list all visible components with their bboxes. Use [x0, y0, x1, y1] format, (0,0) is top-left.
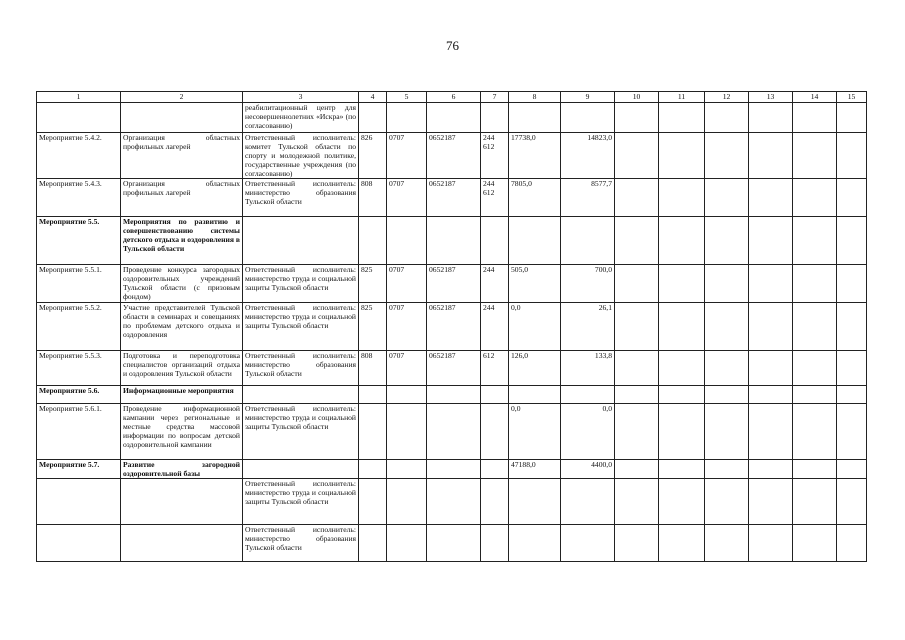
section-code-cell: [387, 460, 427, 479]
expense-type-cell: 244: [481, 265, 509, 303]
amount-cell-8: [509, 386, 561, 404]
empty-cell-14: [793, 179, 837, 217]
empty-cell-13: [749, 479, 793, 525]
section-code-cell: [387, 525, 427, 562]
empty-cell-10: [615, 217, 659, 265]
empty-cell-11: [659, 217, 705, 265]
empty-cell-13: [749, 217, 793, 265]
section-code-cell: 0707: [387, 265, 427, 303]
executor-cell: Ответственный исполнитель: министерство образования Тульской области: [243, 351, 359, 386]
empty-cell-15: [837, 386, 867, 404]
empty-cell-10: [615, 386, 659, 404]
amount-cell-8: 17738,0: [509, 133, 561, 179]
empty-cell-11: [659, 386, 705, 404]
measure-name-cell: Мероприятия по развитию и совершенствованию системы детского отдыха и оздоровления в Тульской области: [121, 217, 243, 265]
expense-type-cell: [481, 217, 509, 265]
grbs-code-cell: 826: [359, 133, 387, 179]
amount-cell-9: 26,1: [561, 303, 615, 351]
empty-cell-12: [705, 303, 749, 351]
table-row: [37, 404, 867, 460]
col-header-5: 5: [387, 92, 427, 103]
grbs-code-cell: 825: [359, 265, 387, 303]
col-header-9: 9: [561, 92, 615, 103]
executor-cell: Ответственный исполнитель: министерство образования Тульской области: [243, 525, 359, 562]
empty-cell-15: [837, 265, 867, 303]
measure-name-cell: Проведение информационной кампании через региональные и местные средства массовой информации по вопросам детской оздоровительной кампании: [121, 404, 243, 460]
grbs-code-cell: [359, 103, 387, 133]
empty-cell-15: [837, 103, 867, 133]
table-row: [37, 179, 867, 217]
target-article-cell: 0652187: [427, 351, 481, 386]
amount-cell-8: 0,0: [509, 303, 561, 351]
grbs-code-cell: [359, 525, 387, 562]
col-header-2: 2: [121, 92, 243, 103]
measure-number-cell: Мероприятие 5.5.3.: [37, 351, 121, 386]
col-header-11: 11: [659, 92, 705, 103]
executor-cell: Ответственный исполнитель: министерство труда и социальной защиты Тульской области: [243, 479, 359, 525]
section-code-cell: 0707: [387, 179, 427, 217]
empty-cell-14: [793, 404, 837, 460]
empty-cell-15: [837, 303, 867, 351]
empty-cell-15: [837, 351, 867, 386]
table-row: [37, 265, 867, 303]
empty-cell-11: [659, 179, 705, 217]
expense-type-cell: 244 612: [481, 133, 509, 179]
executor-cell: Ответственный исполнитель: комитет Тульской области по спорту и молодежной политике, государственные учреждения (по согласованию): [243, 133, 359, 179]
empty-cell-12: [705, 179, 749, 217]
table-row: [37, 303, 867, 351]
measure-number-cell: Мероприятие 5.4.3.: [37, 179, 121, 217]
measure-name-cell: Подготовка и переподготовка специалистов организаций отдыха и оздоровления Тульской области: [121, 351, 243, 386]
measure-number-cell: Мероприятие 5.5.2.: [37, 303, 121, 351]
empty-cell-12: [705, 460, 749, 479]
target-article-cell: 0652187: [427, 265, 481, 303]
section-code-cell: 0707: [387, 133, 427, 179]
measure-name-cell: [121, 103, 243, 133]
amount-cell-8: 0,0: [509, 404, 561, 460]
amount-cell-9: 4400,0: [561, 460, 615, 479]
amount-cell-8: [509, 525, 561, 562]
target-article-cell: [427, 460, 481, 479]
amount-cell-9: [561, 386, 615, 404]
executor-cell: реабилитационный центр для несовершеннолетних «Искра» (по согласованию): [243, 103, 359, 133]
measure-number-cell: Мероприятие 5.5.: [37, 217, 121, 265]
expense-type-cell: [481, 479, 509, 525]
empty-cell-10: [615, 103, 659, 133]
section-code-cell: [387, 103, 427, 133]
empty-cell-13: [749, 386, 793, 404]
col-header-1: 1: [37, 92, 121, 103]
executor-cell: Ответственный исполнитель: министерство труда и социальной защиты Тульской области: [243, 265, 359, 303]
empty-cell-11: [659, 351, 705, 386]
empty-cell-14: [793, 303, 837, 351]
executor-cell: [243, 460, 359, 479]
measure-number-cell: Мероприятие 5.6.1.: [37, 404, 121, 460]
empty-cell-12: [705, 265, 749, 303]
empty-cell-13: [749, 265, 793, 303]
col-header-8: 8: [509, 92, 561, 103]
table-row: [37, 479, 867, 525]
empty-cell-12: [705, 103, 749, 133]
executor-cell: [243, 386, 359, 404]
measure-name-cell: Участие представителей Тульской области в семинарах и совещаниях по проблемам детского отдыха и оздоровления: [121, 303, 243, 351]
section-code-cell: [387, 404, 427, 460]
amount-cell-9: 8577,7: [561, 179, 615, 217]
expense-type-cell: 244 612: [481, 179, 509, 217]
amount-cell-9: [561, 217, 615, 265]
amount-cell-8: [509, 217, 561, 265]
empty-cell-15: [837, 525, 867, 562]
col-header-3: 3: [243, 92, 359, 103]
col-header-6: 6: [427, 92, 481, 103]
target-article-cell: 0652187: [427, 133, 481, 179]
empty-cell-11: [659, 103, 705, 133]
col-header-4: 4: [359, 92, 387, 103]
empty-cell-12: [705, 133, 749, 179]
empty-cell-15: [837, 179, 867, 217]
section-code-cell: [387, 479, 427, 525]
empty-cell-11: [659, 525, 705, 562]
grbs-code-cell: 808: [359, 351, 387, 386]
empty-cell-13: [749, 103, 793, 133]
empty-cell-12: [705, 386, 749, 404]
empty-cell-14: [793, 479, 837, 525]
table-row: [37, 133, 867, 179]
empty-cell-13: [749, 525, 793, 562]
amount-cell-9: 0,0: [561, 404, 615, 460]
amount-cell-8: 126,0: [509, 351, 561, 386]
empty-cell-13: [749, 179, 793, 217]
empty-cell-10: [615, 460, 659, 479]
table-row: [37, 217, 867, 265]
table-row: [37, 386, 867, 404]
section-code-cell: [387, 217, 427, 265]
section-code-cell: 0707: [387, 303, 427, 351]
empty-cell-12: [705, 404, 749, 460]
col-header-12: 12: [705, 92, 749, 103]
expense-type-cell: [481, 386, 509, 404]
target-article-cell: [427, 404, 481, 460]
empty-cell-11: [659, 133, 705, 179]
measure-number-cell: [37, 103, 121, 133]
measure-name-cell: Организация областных профильных лагерей: [121, 133, 243, 179]
measure-name-cell: [121, 525, 243, 562]
amount-cell-9: 700,0: [561, 265, 615, 303]
empty-cell-13: [749, 133, 793, 179]
target-article-cell: [427, 103, 481, 133]
target-article-cell: [427, 217, 481, 265]
table-row: [37, 460, 867, 479]
empty-cell-12: [705, 525, 749, 562]
measure-name-cell: Организация областных профильных лагерей: [121, 179, 243, 217]
col-header-13: 13: [749, 92, 793, 103]
amount-cell-8: 505,0: [509, 265, 561, 303]
grbs-code-cell: 808: [359, 179, 387, 217]
empty-cell-14: [793, 103, 837, 133]
program-table: [36, 91, 867, 562]
empty-cell-11: [659, 303, 705, 351]
empty-cell-11: [659, 265, 705, 303]
target-article-cell: [427, 525, 481, 562]
empty-cell-10: [615, 265, 659, 303]
grbs-code-cell: [359, 404, 387, 460]
measure-number-cell: [37, 525, 121, 562]
col-header-7: 7: [481, 92, 509, 103]
measure-number-cell: [37, 479, 121, 525]
empty-cell-10: [615, 179, 659, 217]
measure-name-cell: [121, 479, 243, 525]
empty-cell-12: [705, 479, 749, 525]
empty-cell-12: [705, 217, 749, 265]
amount-cell-9: 133,8: [561, 351, 615, 386]
table-row: [37, 525, 867, 562]
executor-cell: Ответственный исполнитель: министерство образования Тульской области: [243, 179, 359, 217]
target-article-cell: 0652187: [427, 303, 481, 351]
empty-cell-10: [615, 303, 659, 351]
measure-name-cell: Информационные мероприятия: [121, 386, 243, 404]
amount-cell-9: [561, 103, 615, 133]
empty-cell-10: [615, 525, 659, 562]
amount-cell-8: [509, 103, 561, 133]
col-header-15: 15: [837, 92, 867, 103]
grbs-code-cell: [359, 386, 387, 404]
empty-cell-14: [793, 133, 837, 179]
target-article-cell: 0652187: [427, 179, 481, 217]
executor-cell: [243, 217, 359, 265]
empty-cell-14: [793, 460, 837, 479]
empty-cell-13: [749, 303, 793, 351]
empty-cell-11: [659, 479, 705, 525]
amount-cell-8: 47188,0: [509, 460, 561, 479]
empty-cell-11: [659, 460, 705, 479]
expense-type-cell: [481, 460, 509, 479]
empty-cell-13: [749, 351, 793, 386]
column-numbers-row: [37, 92, 867, 103]
executor-cell: Ответственный исполнитель: министерство труда и социальной защиты Тульской области: [243, 303, 359, 351]
target-article-cell: [427, 386, 481, 404]
measure-number-cell: Мероприятие 5.7.: [37, 460, 121, 479]
measure-number-cell: Мероприятие 5.4.2.: [37, 133, 121, 179]
empty-cell-13: [749, 404, 793, 460]
col-header-14: 14: [793, 92, 837, 103]
grbs-code-cell: [359, 479, 387, 525]
empty-cell-14: [793, 265, 837, 303]
empty-cell-14: [793, 351, 837, 386]
empty-cell-15: [837, 479, 867, 525]
empty-cell-14: [793, 525, 837, 562]
empty-cell-13: [749, 460, 793, 479]
measure-number-cell: Мероприятие 5.6.: [37, 386, 121, 404]
expense-type-cell: 612: [481, 351, 509, 386]
section-code-cell: [387, 386, 427, 404]
amount-cell-9: [561, 479, 615, 525]
empty-cell-10: [615, 479, 659, 525]
amount-cell-8: 7805,0: [509, 179, 561, 217]
table-row: [37, 103, 867, 133]
empty-cell-14: [793, 217, 837, 265]
measure-name-cell: Проведение конкурса загородных оздоровительных учреждений Тульской области (с призовым фондом): [121, 265, 243, 303]
empty-cell-14: [793, 386, 837, 404]
grbs-code-cell: [359, 460, 387, 479]
page-number: 76: [446, 38, 459, 53]
grbs-code-cell: 825: [359, 303, 387, 351]
expense-type-cell: [481, 525, 509, 562]
measure-name-cell: Развитие загородной оздоровительной базы: [121, 460, 243, 479]
measure-number-cell: Мероприятие 5.5.1.: [37, 265, 121, 303]
empty-cell-15: [837, 404, 867, 460]
empty-cell-15: [837, 133, 867, 179]
empty-cell-12: [705, 351, 749, 386]
col-header-10: 10: [615, 92, 659, 103]
amount-cell-8: [509, 479, 561, 525]
empty-cell-11: [659, 404, 705, 460]
empty-cell-15: [837, 460, 867, 479]
expense-type-cell: 244: [481, 303, 509, 351]
empty-cell-10: [615, 351, 659, 386]
expense-type-cell: [481, 103, 509, 133]
amount-cell-9: [561, 525, 615, 562]
section-code-cell: 0707: [387, 351, 427, 386]
target-article-cell: [427, 479, 481, 525]
empty-cell-10: [615, 404, 659, 460]
grbs-code-cell: [359, 217, 387, 265]
expense-type-cell: [481, 404, 509, 460]
empty-cell-10: [615, 133, 659, 179]
table-row: [37, 351, 867, 386]
executor-cell: Ответственный исполнитель: министерство труда и социальной защиты Тульской области: [243, 404, 359, 460]
empty-cell-15: [837, 217, 867, 265]
amount-cell-9: 14823,0: [561, 133, 615, 179]
